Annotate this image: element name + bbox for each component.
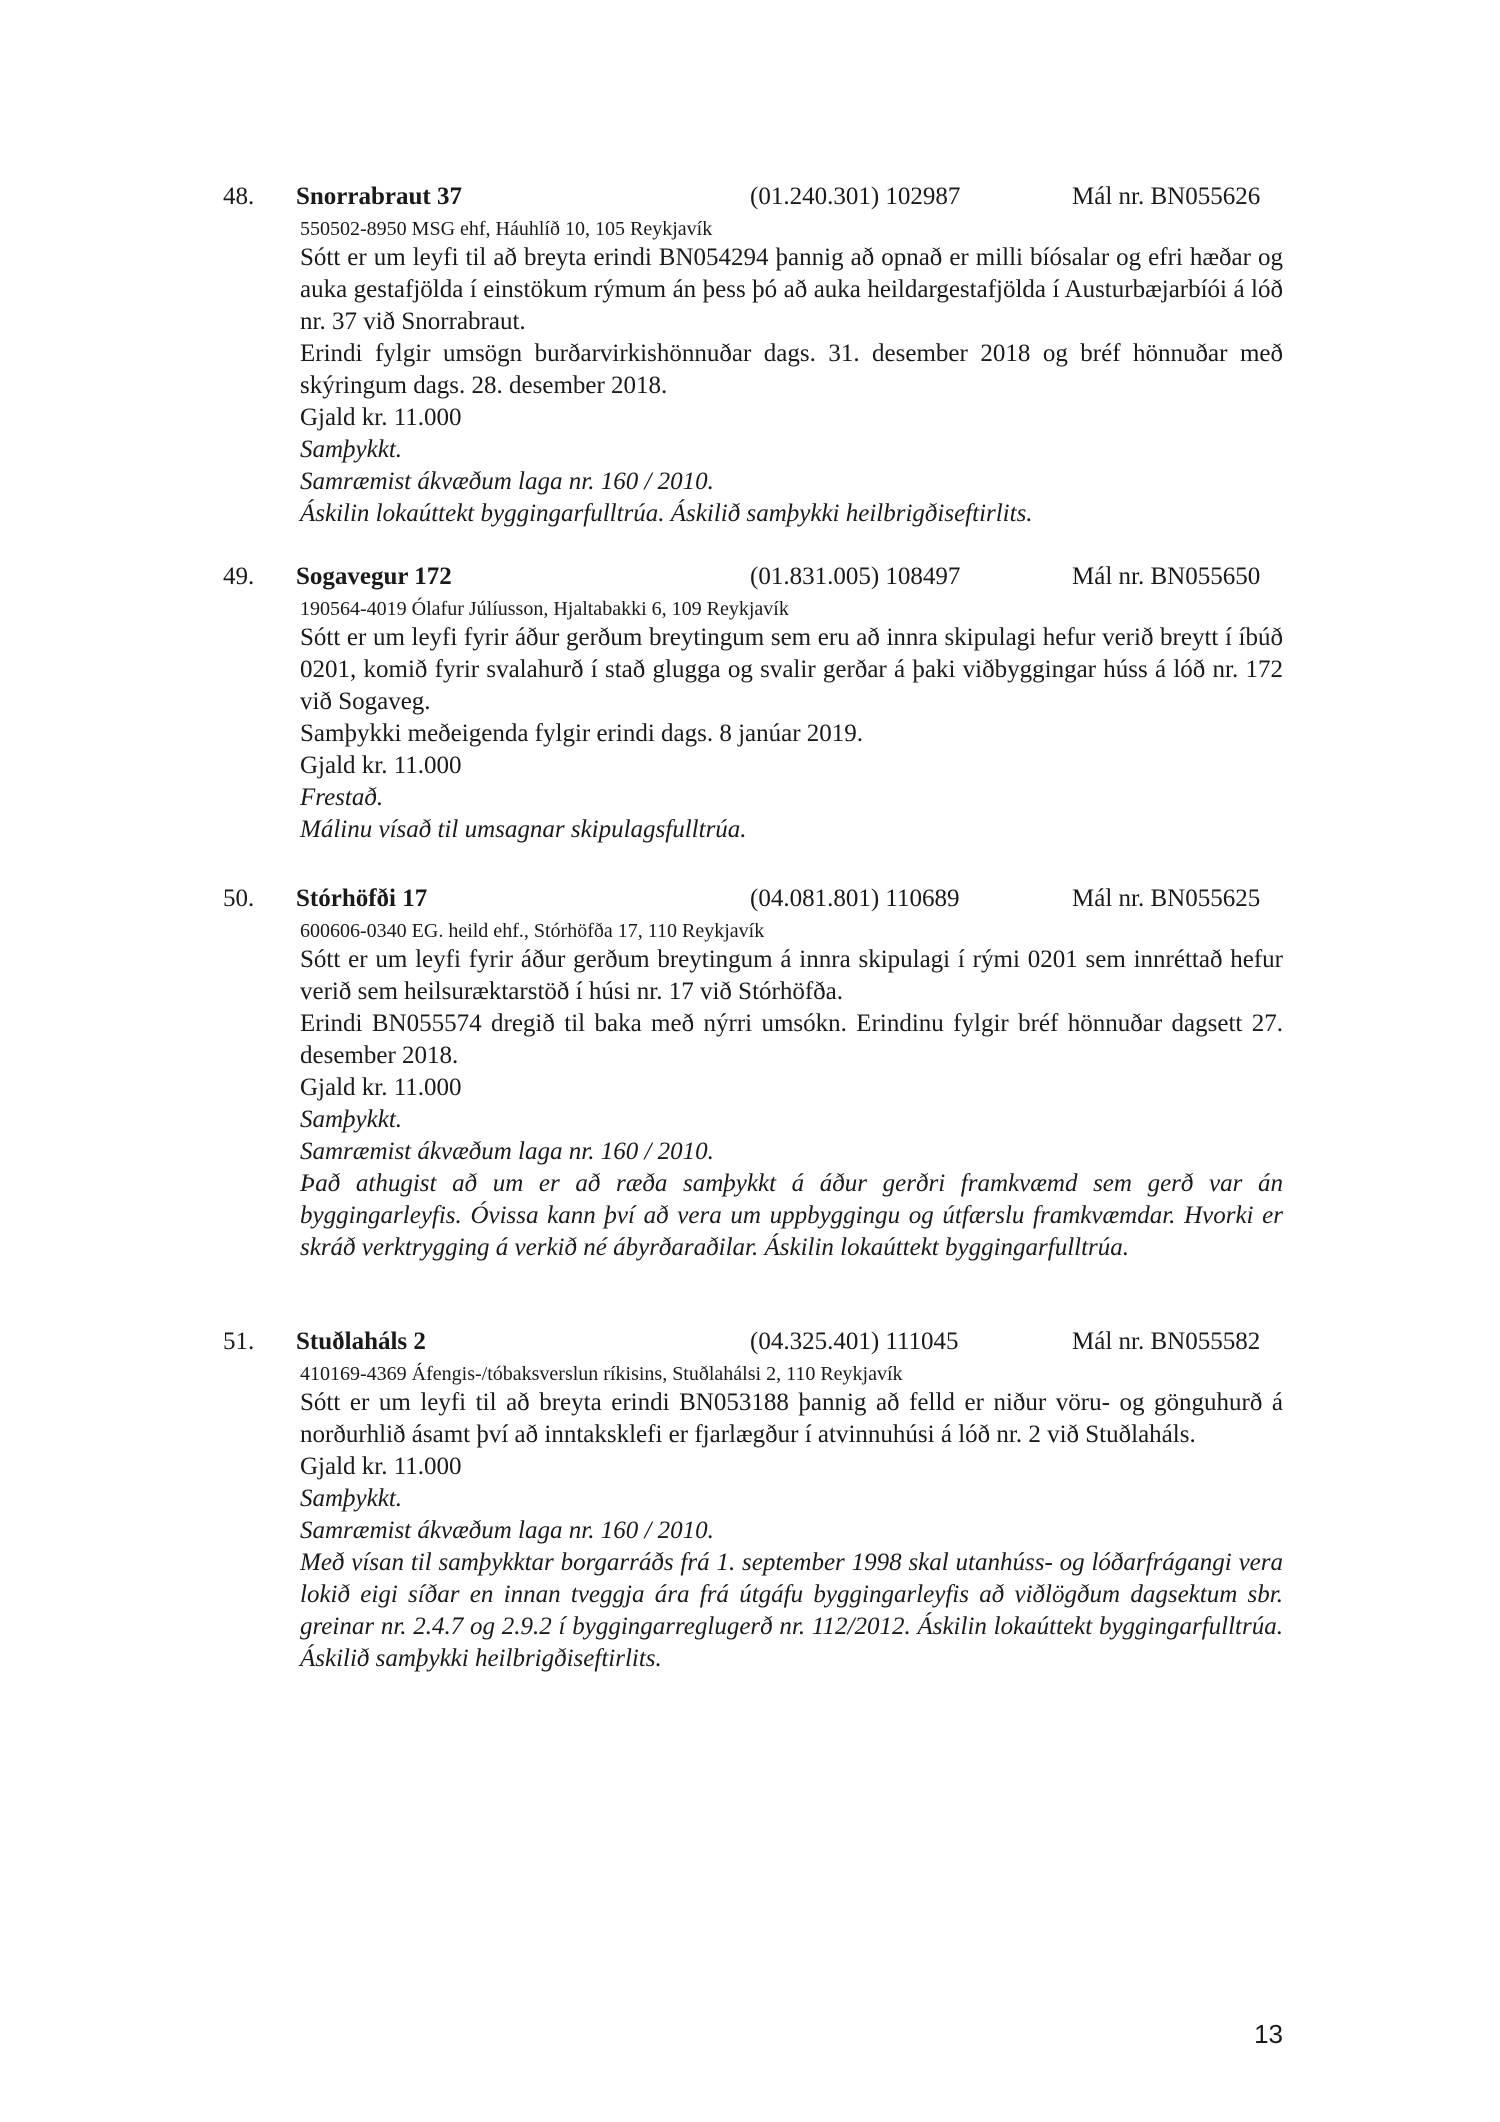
case-id: Mál nr. BN055625 <box>1072 885 1261 912</box>
conditions: Málinu vísað til umsagnar skipulagsfulltrúa. <box>300 816 747 843</box>
case-header <box>0 1328 1500 1360</box>
fee: Gjald kr. 11.000 <box>300 1074 462 1101</box>
case-number: 51. <box>223 1328 255 1355</box>
street-address: Sogavegur 172 <box>296 563 452 590</box>
land-id: (04.325.401) 111045 <box>750 1328 959 1355</box>
conditions: Áskilin lokaúttekt byggingarfulltrúa. Áskilið samþykki heilbrigðiseftirlits. <box>300 500 1033 527</box>
case-id: Mál nr. BN055626 <box>1072 183 1261 210</box>
description: Sótt er um leyfi til að breyta erindi BN053188 þannig að felld er niður vöru- og gönguhurð á norðurhlið ásamt því að inntaksklefi er fjarlægður í atvinnuhúsi á lóð nr. 2 við Stuðlaháls. <box>300 1389 1283 1448</box>
page-number: 13 <box>1254 2019 1283 2049</box>
legal-compliance: Samræmist ákvæðum laga nr. 160 / 2010. <box>300 468 714 495</box>
street-address: Stórhöfði 17 <box>296 885 428 912</box>
attachment-note: Erindi BN055574 dregið til baka með nýrri umsókn. Erindinu fylgir bréf hönnuðar dagsett 27. desember 2018. <box>300 1010 1283 1069</box>
street-address: Snorrabraut 37 <box>296 183 462 210</box>
fee: Gjald kr. 11.000 <box>300 404 462 431</box>
decision: Samþykkt. <box>300 436 403 463</box>
conditions: Með vísan til samþykktar borgarráðs frá 1. september 1998 skal utanhúss- og lóðarfrágangi vera lokið eigi síðar en innan tveggja ára frá útgáfu byggingarleyfis að viðlögðum dagsektum sbr. greinar nr. 2.4.7 og 2.9.2 í byggingarreglugerð nr. 112/2012. Áskilin lokaúttekt byggingarfulltrúa. Áskilið samþykki heilbrigðiseftirlits. <box>300 1549 1283 1672</box>
applicant: 190564-4019 Ólafur Júlíusson, Hjaltabakki 6, 109 Reykjavík <box>300 598 789 620</box>
conditions: Það athugist að um er að ræða samþykkt á áður gerðri framkvæmd sem gerð var án byggingarleyfis. Óvissa kann því að vera um uppbyggingu og útfærslu framkvæmdar. Hvorki er skráð verktrygging á verkið né ábyrðaraðilar. Áskilin lokaúttekt byggingarfulltrúa. <box>300 1170 1283 1261</box>
legal-compliance: Samræmist ákvæðum laga nr. 160 / 2010. <box>300 1517 714 1544</box>
land-id: (01.831.005) 108497 <box>750 563 961 590</box>
description: Sótt er um leyfi fyrir áður gerðum breytingum sem eru að innra skipulagi hefur verið breytt í íbúð 0201, komið fyrir svalahurð í stað glugga og svalir gerðar á þaki viðbyggingar húss á lóð nr. 172 við Sogaveg. <box>300 624 1283 715</box>
land-id: (04.081.801) 110689 <box>750 885 960 912</box>
fee: Gjald kr. 11.000 <box>300 1453 462 1480</box>
case-header <box>0 885 1500 917</box>
case-number: 48. <box>223 183 255 210</box>
decision: Samþykkt. <box>300 1106 403 1133</box>
attachment-note: Erindi fylgir umsögn burðarvirkishönnuðar dags. 31. desember 2018 og bréf hönnuðar með skýringum dags. 28. desember 2018. <box>300 340 1283 399</box>
description: Sótt er um leyfi fyrir áður gerðum breytingum á innra skipulagi í rými 0201 sem innréttað hefur verið sem heilsuræktarstöð í húsi nr. 17 við Stórhöfða. <box>300 946 1283 1005</box>
decision: Frestað. <box>300 784 384 811</box>
case-header <box>0 563 1500 595</box>
decision: Samþykkt. <box>300 1485 403 1512</box>
applicant: 550502-8950 MSG ehf, Háuhlíð 10, 105 Reykjavík <box>300 218 713 240</box>
fee: Gjald kr. 11.000 <box>300 752 462 779</box>
description: Sótt er um leyfi til að breyta erindi BN054294 þannig að opnað er milli bíósalar og efri hæðar og auka gestafjölda í einstökum rýmum án þess þó að auka heildargestafjölda í Austurbæjarbíói á lóð nr. 37 við Snorrabraut. <box>300 244 1283 335</box>
attachment-note: Samþykki meðeigenda fylgir erindi dags. 8 janúar 2019. <box>300 720 864 747</box>
land-id: (01.240.301) 102987 <box>750 183 961 210</box>
legal-compliance: Samræmist ákvæðum laga nr. 160 / 2010. <box>300 1138 714 1165</box>
applicant: 410169-4369 Áfengis-/tóbaksverslun ríkisins, Stuðlahálsi 2, 110 Reykjavík <box>300 1363 903 1385</box>
case-number: 50. <box>223 885 255 912</box>
street-address: Stuðlaháls 2 <box>296 1328 426 1355</box>
case-number: 49. <box>223 563 255 590</box>
applicant: 600606-0340 EG. heild ehf., Stórhöfða 17, 110 Reykjavík <box>300 920 765 942</box>
case-id: Mál nr. BN055582 <box>1072 1328 1261 1355</box>
case-header <box>0 183 1500 215</box>
case-id: Mál nr. BN055650 <box>1072 563 1261 590</box>
